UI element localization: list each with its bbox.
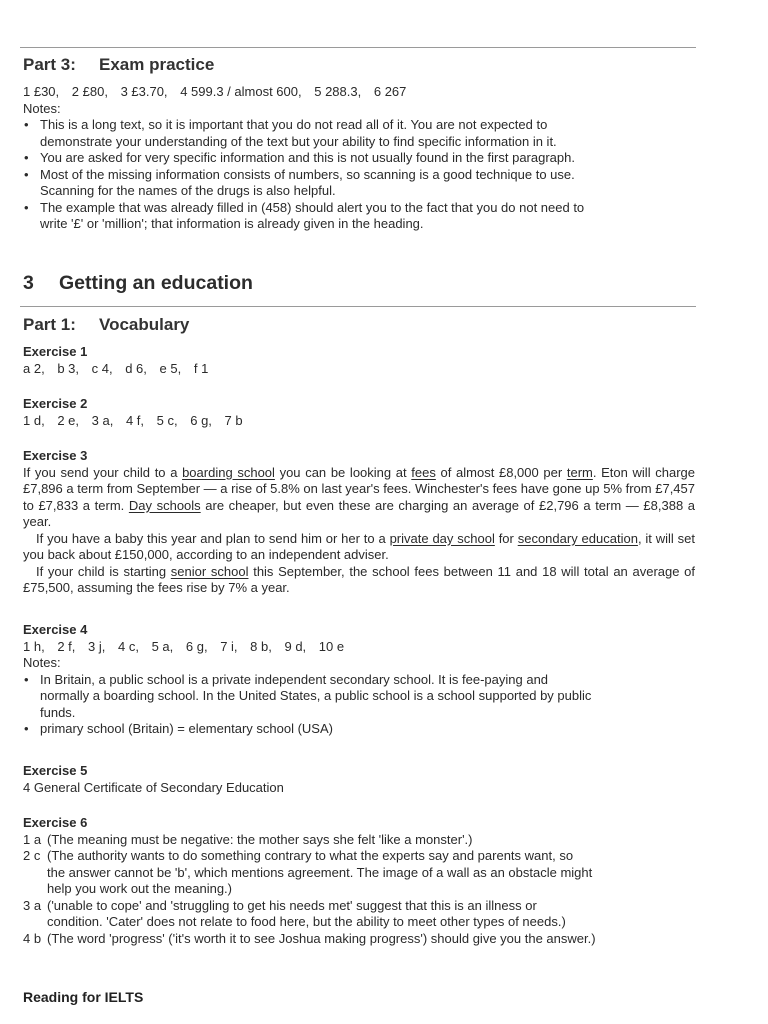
answer: 6 g, — [190, 412, 212, 428]
answer: 8 b, — [250, 638, 272, 654]
exercise-answers — [23, 413, 695, 430]
exercise-6-item — [23, 898, 695, 931]
note-item — [23, 117, 695, 150]
item-line: ('unable to cope' and 'struggling to get his needs met' suggest that this is an illness or — [47, 897, 537, 913]
exercise-6-item — [23, 931, 695, 948]
item-line: (The meaning must be negative: the mother says she felt 'like a monster'.) — [47, 831, 473, 847]
underlined-term: boarding school — [182, 464, 275, 480]
item-line: the answer cannot be 'b', which mentions agreement. The image of a wall as an obstacle might — [47, 864, 593, 880]
answer: 2 f, — [57, 638, 76, 654]
answer: d 6, — [125, 360, 147, 376]
item-line: (The word 'progress' ('it's worth it to see Joshua making progress') should give you the answer.) — [47, 930, 596, 946]
note-line: • In Britain, a public school is a private independent secondary school. It is fee-paying and — [40, 671, 549, 687]
part1-title: Vocabulary — [99, 315, 190, 334]
exercise-title: Exercise 1 — [23, 344, 88, 359]
answer: f 1 — [193, 360, 209, 376]
answer: 2 £80, — [71, 84, 108, 99]
item-line: help you work out the meaning.) — [47, 881, 232, 896]
text-run: If you send your child to a — [23, 464, 183, 480]
unit-heading — [23, 272, 253, 294]
answer: 5 288.3, — [314, 84, 362, 99]
note-item — [23, 167, 695, 200]
item-line: (The authority wants to do something contrary to what the experts say and parents want, so — [47, 848, 574, 863]
answer: 4 f, — [125, 412, 145, 428]
note-line: funds. — [40, 704, 76, 720]
part1-heading — [23, 315, 189, 335]
item-key: 2 c — [23, 848, 41, 863]
note-line: • This is a long text, so it is important that you do not read all of it. You are not expected to — [40, 117, 548, 132]
answer: 1 £30, — [23, 84, 60, 99]
answer: 9 d, — [284, 638, 307, 654]
part3-title: Exam practice — [99, 55, 215, 74]
note-line: Scanning for the names of the drugs is also helpful. — [40, 183, 336, 198]
text-run: are cheaper, but even these are charging an average of £2,796 a term — £8,388 a year. — [23, 497, 696, 529]
item-key: 3 a — [23, 897, 42, 913]
exercise-2 — [23, 396, 695, 429]
answer: 3 £3.70, — [120, 84, 168, 99]
exercise-3 — [23, 448, 695, 597]
answer: 5 c, — [156, 412, 178, 428]
exercise-title: Exercise 2 — [23, 396, 88, 411]
exercise-3-paragraph-1 — [23, 465, 695, 531]
note-item — [23, 200, 695, 233]
exercise-4-notes — [23, 672, 695, 738]
exercise-title: Exercise 4 — [23, 622, 88, 637]
answer: 1 h, — [23, 638, 45, 654]
note-item — [23, 721, 695, 738]
underlined-term: private day school — [389, 530, 495, 546]
exercise-6 — [23, 815, 695, 947]
note-item — [23, 150, 695, 167]
underlined-term: term — [566, 464, 593, 480]
unit-number: 3 — [23, 272, 34, 294]
answer: 2 e, — [57, 412, 79, 428]
exercise-answers — [23, 639, 695, 656]
answer: 3 a, — [91, 412, 114, 428]
part3-body — [23, 84, 695, 233]
underlined-term: Day schools — [128, 497, 201, 513]
text-run: , it will set you back about £150,000, according to an independent adviser. — [23, 530, 695, 562]
item-key: 4 b — [23, 930, 42, 946]
exercise-title: Exercise 5 — [23, 763, 88, 778]
text-run: . Eton will charge £7,896 a term from September — a rise of 5.8% on last year's fees. Winchester's fees have gone up 5% from £7,457 to £7,833 a term. — [23, 464, 695, 513]
exercise-title: Exercise 3 — [23, 448, 88, 463]
top-rule — [20, 47, 696, 48]
note-line: • Most of the missing information consists of numbers, so scanning is a good technique to use. — [40, 166, 575, 182]
note-line: write '£' or 'million'; that information is already given in the heading. — [40, 216, 424, 231]
exercise-answer: 4 General Certificate of Secondary Education — [23, 779, 284, 795]
answer: 6 267 — [373, 84, 407, 99]
exercise-1 — [23, 344, 695, 377]
part3-notes — [23, 117, 695, 233]
text-run: this September, the school fees between 11 and 18 will total an average of £75,500, assuming the fees rise by 7% a year. — [23, 563, 696, 595]
text-run: of almost £8,000 per — [435, 464, 567, 480]
text-run: If your child is starting — [36, 563, 171, 579]
underlined-term: secondary education — [517, 530, 638, 546]
part3-number: Part 3: — [23, 55, 76, 74]
exercise-3-paragraph-2 — [23, 531, 695, 564]
answer: 10 e — [318, 638, 345, 654]
text-run: you can be looking at — [274, 464, 412, 480]
answer: 3 j, — [88, 638, 106, 654]
exercise-6-item — [23, 848, 695, 898]
answer: b 3, — [57, 360, 79, 376]
note-line: • primary school (Britain) = elementary school (USA) — [40, 721, 333, 736]
answer: 1 d, — [23, 412, 45, 428]
underlined-term: fees — [411, 464, 436, 480]
note-line: demonstrate your understanding of the text but your ability to find specific information in it. — [40, 133, 557, 149]
footer-book-title: Reading for IELTS — [23, 989, 144, 1005]
exercise-title: Exercise 6 — [23, 815, 88, 830]
note-line: • The example that was already filled in (458) should alert you to the fact that you do not need to — [40, 199, 585, 215]
unit-rule — [20, 306, 696, 307]
notes-label: Notes: — [23, 655, 61, 670]
answer: 7 i, — [220, 638, 238, 654]
text-run: for — [494, 530, 518, 546]
answer: 4 599.3 / almost 600, — [180, 84, 302, 99]
answer: 6 g, — [185, 638, 208, 654]
exercise-6-item — [23, 832, 695, 849]
note-line: • You are asked for very specific information and this is not usually found in the first paragraph. — [40, 150, 575, 165]
note-line: normally a boarding school. In the United States, a public school is a school supported by public — [40, 688, 592, 703]
exercise-answers — [23, 361, 695, 378]
exercise-4 — [23, 622, 695, 738]
answer: 4 c, — [117, 638, 139, 654]
item-line: condition. 'Cater' does not relate to food here, but the ability to meet other types of needs.) — [47, 914, 566, 929]
unit-title: Getting an education — [59, 272, 253, 294]
answer: 5 a, — [151, 638, 174, 654]
text-run: If you have a baby this year and plan to send him or her to a — [36, 530, 390, 546]
item-key: 1 a — [23, 831, 42, 847]
answer: 7 b — [224, 412, 243, 428]
answer: a 2, — [23, 360, 45, 376]
part1-number: Part 1: — [23, 315, 76, 334]
answer: c 4, — [91, 360, 113, 376]
notes-label: Notes: — [23, 100, 61, 116]
underlined-term: senior school — [170, 563, 249, 579]
part3-answers — [23, 84, 695, 101]
exercise-3-paragraph-3 — [23, 564, 695, 597]
answer: e 5, — [159, 360, 182, 376]
note-item — [23, 672, 695, 722]
part3-heading — [23, 55, 214, 75]
exercise-5 — [23, 763, 695, 796]
